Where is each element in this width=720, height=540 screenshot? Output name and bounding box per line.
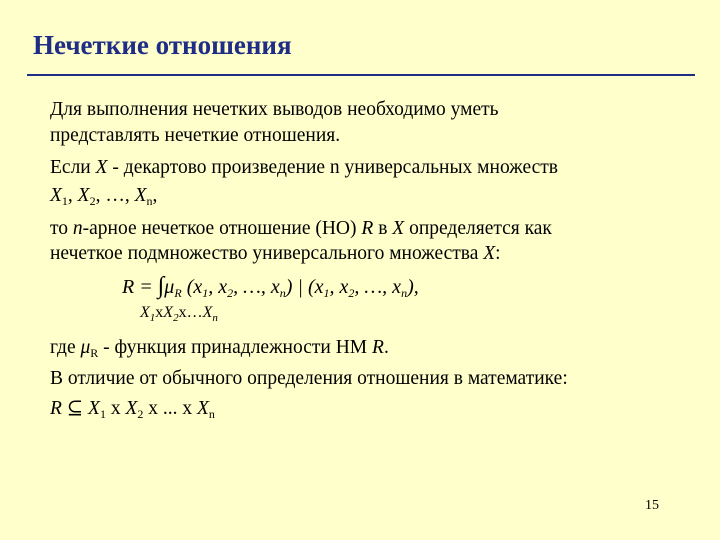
body-line-1: Для выполнения нечетких выводов необходимо уметь (50, 99, 499, 120)
body-line-3: Если X - декартово произведение n универсальных множеств (50, 157, 558, 178)
slide-title: Нечеткие отношения (33, 30, 292, 60)
integral-domain: $X_1xX_2x\dots X_n$ (140, 304, 218, 324)
integral-symbol: ∫ (157, 273, 165, 299)
body-line-8: где $\mu_R$ - функция принадлежности НМ R. (50, 337, 389, 360)
body-line-5: то n-арное нечеткое отношение (НО) R в X определяется как (50, 218, 552, 239)
body-line-2: представлять нечеткие отношения. (50, 125, 341, 146)
body-line-6: нечеткое подмножество универсального множества X: (50, 243, 501, 264)
body-line-9: В отличие от обычного определения отношения в математике: (50, 368, 568, 389)
body-line-10: R ⊆ $X_1$ х $X_2$ х ... х $X_n$ (50, 398, 215, 421)
title-underline (27, 74, 695, 76)
subset-symbol: ⊆ (66, 398, 84, 419)
body-line-4: $X_1$, $X_2$, …, $X_n$, (50, 185, 158, 208)
page-number: 15 (645, 498, 659, 513)
fuzzy-relation-formula: $R = \int\mu_R$ ($x_1$, $x_2$, …, $x_n$) | ($x_1$, $x_2$, …, $x_n$), (122, 273, 419, 300)
